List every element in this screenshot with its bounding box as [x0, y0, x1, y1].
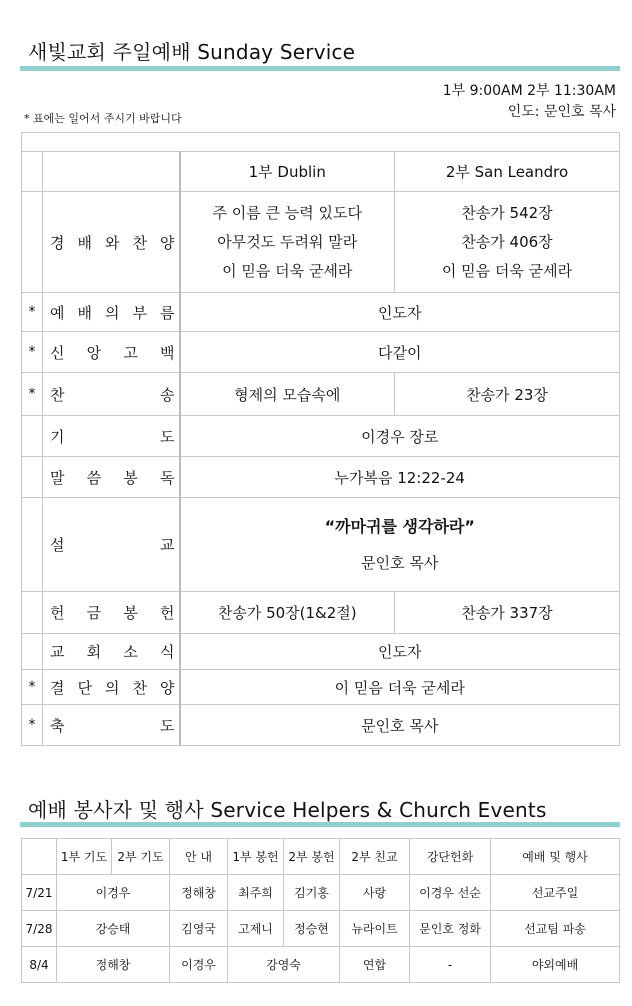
item-value: 문인호 목사: [180, 705, 620, 746]
item-char: 신: [50, 343, 65, 362]
item-char: 도: [160, 427, 175, 446]
item-char: 부: [132, 303, 147, 322]
item-label: [43, 457, 180, 498]
header-cell: 안 내: [170, 839, 228, 875]
header-cell: 강단헌화: [410, 839, 491, 875]
praise-songs-san-leandro: [395, 192, 620, 293]
item-char: 도: [160, 716, 175, 735]
star-cell: [22, 152, 43, 192]
item-char: 식: [159, 643, 175, 661]
table-row: [22, 152, 620, 192]
item-char: 름: [160, 303, 175, 322]
item-char: 송: [160, 385, 175, 404]
service-times: 1부 9:00AM 2부 11:30AM: [442, 83, 616, 99]
item-value: 다같이: [180, 332, 620, 373]
date-cell: 8/4: [22, 947, 57, 983]
table-row: [22, 332, 620, 373]
fellowship-cell: 뉴라이트: [340, 911, 410, 947]
item-char: 설: [50, 536, 65, 554]
offering1-cell: 최주희: [228, 875, 284, 911]
item-value: 이경우 장로: [180, 416, 620, 457]
table-row: [22, 498, 620, 592]
offering-cell: 강영숙: [228, 947, 340, 983]
item-char: 씀: [86, 468, 102, 487]
item-text: [50, 602, 175, 623]
song-line: 찬송가 406장: [461, 232, 553, 251]
date-cell: 7/21: [22, 875, 57, 911]
usher-cell: 이경우: [170, 947, 228, 983]
item-char: 소: [123, 643, 138, 661]
standing-note: * 표에는 일어서 주시기 바랍니다: [24, 112, 182, 125]
star-cell: *: [22, 670, 43, 705]
flowers-cell: 문인호 정화: [410, 911, 491, 947]
item-char: 봉: [123, 468, 138, 487]
item-char: 백: [159, 343, 175, 362]
item-char: 배: [77, 303, 92, 322]
item-char: 교: [160, 536, 175, 554]
star-cell: *: [22, 332, 43, 373]
item-char: 결: [50, 678, 65, 697]
table-row: [22, 373, 620, 416]
event-cell: 야외예배: [491, 947, 620, 983]
item-char: 고: [123, 343, 138, 362]
fellowship-cell: 연합: [340, 947, 410, 983]
sermon-preacher: 문인호 목사: [361, 553, 439, 572]
helpers-divider: [20, 822, 620, 827]
song-line: 찬송가 542장: [461, 203, 553, 222]
item-char: 의: [105, 303, 120, 322]
table-row: [22, 875, 620, 911]
usher-cell: 정해창: [170, 875, 228, 911]
table-row: [22, 192, 620, 293]
col-header-san-leandro: 2부 San Leandro: [395, 152, 620, 192]
header-cell: 1부 기도: [57, 839, 112, 875]
item-char: 헌: [159, 604, 175, 622]
item-text: [50, 677, 175, 698]
item-text: [50, 342, 175, 363]
usher-cell: 김영국: [170, 911, 228, 947]
item-char: 배: [77, 233, 92, 252]
helpers-title: 예배 봉사자 및 행사 Service Helpers & Church Events: [28, 798, 547, 822]
song-line: 주 이름 큰 능력 있도다: [212, 203, 362, 222]
item-char: 양: [160, 233, 175, 252]
item-label: [43, 293, 180, 332]
date-header-cell: [22, 839, 57, 875]
item-label: [43, 416, 180, 457]
offering2-cell: 김기홍: [284, 875, 340, 911]
col-header-dublin: 1부 Dublin: [180, 152, 395, 192]
helpers-table: [21, 838, 620, 983]
item-char: 금: [86, 604, 102, 622]
item-text: [50, 384, 175, 405]
table-row: [22, 911, 620, 947]
item-text: [50, 467, 175, 488]
song-line: 아무것도 두려워 말라: [217, 232, 358, 251]
fellowship-cell: 사랑: [340, 875, 410, 911]
item-text: [50, 534, 175, 555]
header-cell: 예배 및 행사: [491, 839, 620, 875]
table-row: [22, 705, 620, 746]
item-char: 예: [50, 303, 65, 322]
scripture-reading: 누가복음 12:22-24: [180, 457, 620, 498]
table-row: [22, 293, 620, 332]
sermon-title: “까마귀를 생각하라”: [324, 516, 475, 536]
date-cell: 7/28: [22, 911, 57, 947]
item-char: 양: [160, 678, 175, 697]
item-text: [50, 715, 175, 736]
header-cell: 2부 기도: [112, 839, 170, 875]
offering-hymn-dublin: 찬송가 50장(1&2절): [180, 592, 395, 634]
star-cell: [22, 192, 43, 293]
item-char: 와: [105, 233, 120, 252]
praise-songs-dublin: [180, 192, 395, 293]
table-row: [22, 457, 620, 498]
item-value: 이 믿음 더욱 굳세라: [180, 670, 620, 705]
item-char: 말: [50, 468, 65, 487]
item-char: 찬: [132, 233, 147, 252]
item-char: 찬: [50, 385, 65, 404]
table-row: [22, 133, 620, 152]
item-char: 찬: [132, 678, 147, 697]
header-cell: 1부 봉헌: [228, 839, 284, 875]
prayer-cell: 이경우: [57, 875, 170, 911]
event-cell: 선교주일: [491, 875, 620, 911]
star-cell: *: [22, 373, 43, 416]
song-line: 이 믿음 더욱 굳세라: [222, 261, 353, 280]
star-cell: [22, 592, 43, 634]
table-row: [22, 839, 620, 875]
item-label: [43, 498, 180, 592]
item-label: [43, 592, 180, 634]
table-row: [22, 416, 620, 457]
item-char: 교: [50, 643, 65, 661]
item-char: 축: [50, 716, 65, 735]
item-label: [43, 332, 180, 373]
item-value: 인도자: [180, 293, 620, 332]
prayer-cell: 정해창: [57, 947, 170, 983]
header-cell: 2부 친교: [340, 839, 410, 875]
item-char: 독: [159, 468, 175, 487]
item-char: 단: [77, 678, 92, 697]
table-row: [22, 947, 620, 983]
star-cell: [22, 457, 43, 498]
flowers-cell: -: [410, 947, 491, 983]
item-label: [43, 634, 180, 670]
blank-header-cell: [22, 133, 620, 152]
item-char: 기: [50, 427, 65, 446]
service-leader: 인도: 문인호 목사: [507, 104, 616, 120]
item-text: [50, 641, 175, 662]
header-cell: 2부 봉헌: [284, 839, 340, 875]
page-title: 새빛교회 주일예배 Sunday Service: [28, 40, 356, 64]
offering1-cell: 고제니: [228, 911, 284, 947]
title-divider: [20, 66, 620, 71]
item-header-cell: [43, 152, 180, 192]
offering2-cell: 정승현: [284, 911, 340, 947]
offering-hymn-san-leandro: 찬송가 337장: [395, 592, 620, 634]
star-cell: *: [22, 293, 43, 332]
item-char: 경: [50, 233, 65, 252]
song-line: 이 믿음 더욱 굳세라: [441, 261, 573, 280]
item-char: 의: [105, 678, 120, 697]
table-row: [22, 670, 620, 705]
item-char: 회: [86, 643, 102, 661]
item-text: [50, 426, 175, 447]
event-cell: 선교팀 파송: [491, 911, 620, 947]
item-label: [43, 192, 180, 293]
table-row: [22, 634, 620, 670]
table-row: [22, 592, 620, 634]
item-char: 봉: [123, 604, 138, 622]
hymn-dublin: 형제의 모습속에: [180, 373, 395, 416]
item-char: 헌: [50, 604, 65, 622]
item-label: [43, 670, 180, 705]
star-cell: [22, 416, 43, 457]
star-cell: [22, 498, 43, 592]
prayer-cell: 강승태: [57, 911, 170, 947]
item-value: 인도자: [180, 634, 620, 670]
star-cell: *: [22, 705, 43, 746]
hymn-san-leandro: 찬송가 23장: [395, 373, 620, 416]
item-text: [50, 232, 175, 253]
order-of-service-table: [21, 132, 620, 746]
item-label: [43, 705, 180, 746]
item-char: 앙: [86, 343, 102, 362]
star-cell: [22, 634, 43, 670]
item-text: [50, 302, 175, 323]
flowers-cell: 이경우 선순: [410, 875, 491, 911]
item-label: [43, 373, 180, 416]
sermon-cell: [180, 498, 620, 592]
